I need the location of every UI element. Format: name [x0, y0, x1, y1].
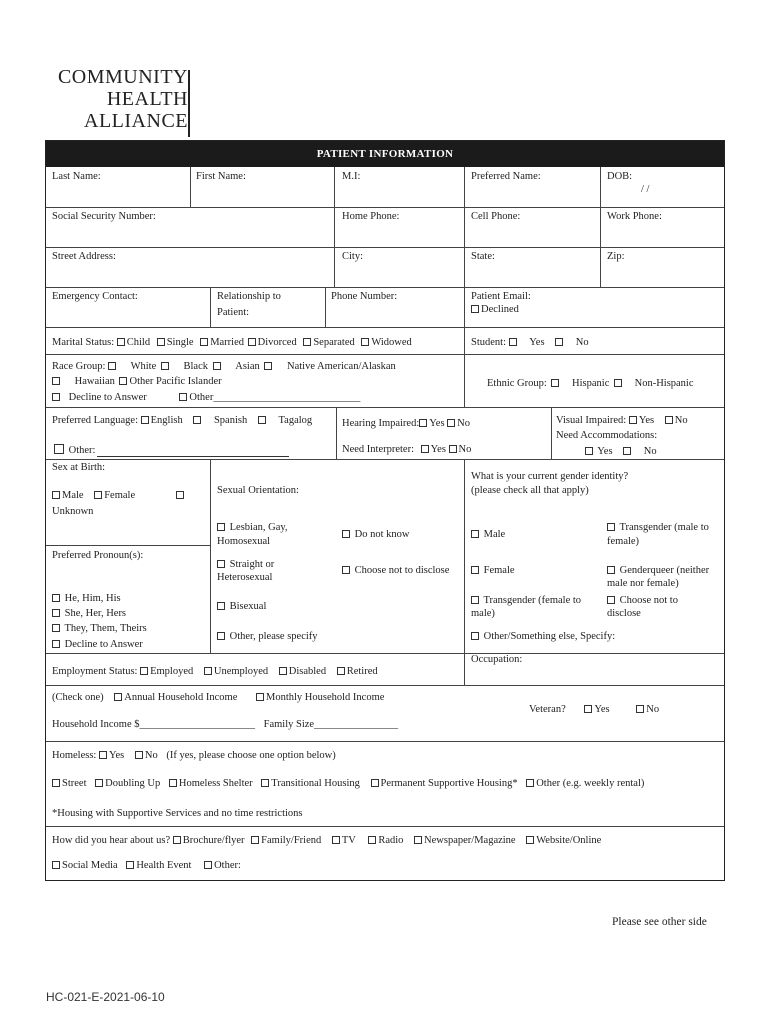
col-divider [334, 167, 335, 287]
emergency-contact-label: Emergency Contact: [52, 291, 138, 302]
student-label: Student: [471, 337, 507, 348]
employed-option: Employed [150, 666, 194, 677]
col-divider [464, 167, 465, 354]
housing-permanent-option: Permanent Supportive Housing* [380, 778, 518, 789]
race-other-line[interactable]: ____________________________ [213, 392, 361, 403]
cell-phone-label: Cell Phone: [471, 211, 521, 222]
retired-option: Retired [346, 666, 378, 677]
checkbox-icon[interactable] [337, 667, 345, 675]
visual-no-option: No [674, 415, 688, 426]
relationship-label-2: Patient: [217, 307, 250, 318]
ethnic-group-label: Ethnic Group: [487, 378, 547, 389]
form-code: HC-021-E-2021-06-10 [46, 990, 165, 1004]
logo-line-2: HEALTH [106, 88, 188, 110]
row-divider [46, 247, 724, 248]
dont-know-label: Do not know [354, 529, 410, 540]
dob-field[interactable]: / / [641, 184, 650, 195]
logo-line-3: ALLIANCE [84, 110, 188, 132]
checkbox-icon[interactable] [584, 705, 592, 713]
employment-label: Employment Status: [52, 666, 138, 677]
preferred-name-label: Preferred Name: [471, 171, 541, 182]
veteran-group [529, 703, 659, 716]
veteran-yes-option: Yes [594, 704, 610, 715]
checkbox-icon[interactable] [607, 566, 615, 574]
sex-female-option: Female [104, 490, 136, 501]
patient-email-label: Patient Email: [471, 291, 531, 302]
family-friend-option: Family/Friend [261, 835, 322, 846]
queer-label-2: male nor female) [607, 578, 679, 589]
checkbox-icon[interactable] [471, 596, 479, 604]
native-american-option: Native American/Alaskan [287, 361, 396, 372]
single-option: Single [166, 337, 194, 348]
interpreter-no-option: No [458, 444, 472, 455]
veteran-label: Veteran? [529, 704, 566, 715]
accommodations-label: Need Accommodations: [556, 430, 658, 441]
checkbox-icon[interactable] [623, 447, 631, 455]
checkbox-icon[interactable] [555, 338, 563, 346]
newspaper-option: Newspaper/Magazine [424, 835, 516, 846]
logo-line-1: COMMUNITY [57, 66, 188, 88]
homeless-yes-option: Yes [108, 750, 125, 761]
homeless-no-option: No [144, 750, 158, 761]
gender-question-1: What is your current gender identity? [471, 471, 629, 482]
divorced-option: Divorced [257, 337, 297, 348]
pronoun-she-label: She, Her, Hers [64, 608, 127, 619]
checkbox-icon[interactable] [193, 416, 201, 424]
student-group [471, 336, 589, 349]
checkbox-icon[interactable] [471, 632, 479, 640]
gender-question-2: (please check all that apply) [471, 485, 589, 496]
checkbox-icon[interactable] [607, 523, 615, 531]
col-divider [551, 407, 552, 459]
orientation-other [217, 630, 318, 643]
checkbox-icon[interactable] [52, 594, 60, 602]
interpreter-yes-option: Yes [430, 444, 446, 455]
hearing-impaired-group [342, 417, 470, 430]
checkbox-icon[interactable] [303, 338, 311, 346]
tagalog-option: Tagalog [278, 415, 313, 426]
pronoun-she [52, 607, 126, 620]
first-name-label: First Name: [196, 171, 246, 182]
checkbox-icon[interactable] [629, 416, 637, 424]
housing-doubling-option: Doubling Up [105, 778, 161, 789]
accommodations-yes-option: Yes [597, 446, 613, 457]
gender-female [471, 564, 515, 577]
bisexual-label: Bisexual [229, 601, 267, 612]
pronoun-decline [52, 638, 143, 651]
visual-impaired-group [556, 414, 688, 427]
language-other [54, 444, 289, 457]
separated-option: Separated [313, 337, 355, 348]
checkbox-icon[interactable] [52, 377, 60, 385]
checkbox-icon[interactable] [419, 419, 427, 427]
checkbox-icon[interactable] [157, 338, 165, 346]
checkbox-icon[interactable] [264, 362, 272, 370]
declined-label: Declined [481, 304, 519, 315]
row-divider [46, 826, 724, 827]
pronoun-he [52, 592, 121, 605]
hearing-impaired-label: Hearing Impaired: [342, 418, 420, 429]
row-divider [46, 407, 724, 408]
white-option: White [130, 361, 157, 372]
brochure-option: Brochure/flyer [182, 835, 245, 846]
pacific-islander-option: Other Pacific Islander [129, 376, 222, 387]
hearing-yes-option: Yes [429, 418, 445, 429]
checkbox-icon[interactable] [213, 362, 221, 370]
row-divider [46, 327, 724, 328]
checkbox-icon[interactable] [526, 836, 534, 844]
col-divider [190, 167, 191, 207]
trans-fm-label-2: male) [471, 608, 495, 619]
checkbox-icon[interactable] [52, 393, 60, 401]
checkbox-icon[interactable] [179, 393, 187, 401]
relationship-label-1: Relationship to [217, 291, 281, 302]
social-media-option: Social Media [62, 860, 118, 871]
household-income-label: Household Income $ [52, 719, 140, 730]
housing-options [52, 777, 644, 790]
orientation-choose-not [342, 564, 449, 577]
marital-status-group [52, 336, 412, 349]
checkbox-icon[interactable] [551, 379, 559, 387]
checkbox-icon[interactable] [52, 624, 60, 632]
referral-question: How did you hear about us? [52, 835, 171, 846]
checkbox-icon[interactable] [471, 305, 479, 313]
dob-label: DOB: [607, 171, 633, 182]
form-header: PATIENT INFORMATION [46, 141, 724, 167]
checkbox-icon[interactable] [52, 779, 60, 787]
unemployed-option: Unemployed [213, 666, 269, 677]
checkbox-icon[interactable] [176, 491, 184, 499]
checkbox-icon[interactable] [173, 836, 181, 844]
marital-status-label: Marital Status: [52, 337, 115, 348]
pronoun-they [52, 622, 147, 635]
interpreter-label: Need Interpreter: [342, 444, 414, 455]
checkbox-icon[interactable] [52, 640, 60, 648]
lesbian-label-2: Homosexual [217, 536, 271, 547]
see-other-side-note: Please see other side [612, 916, 707, 928]
trans-fm-label-1: Transgender (female to [483, 595, 582, 606]
checkbox-icon[interactable] [421, 445, 429, 453]
checkbox-icon[interactable] [279, 667, 287, 675]
checkbox-icon[interactable] [54, 444, 64, 454]
gender-other-label: Other/Something else, Specify: [483, 631, 616, 642]
checkbox-icon[interactable] [200, 338, 208, 346]
row-divider [46, 653, 724, 654]
language-other-field[interactable] [97, 456, 289, 457]
straight-label-1: Straight or [229, 559, 275, 570]
family-size-label: Family Size [263, 719, 315, 730]
child-option: Child [126, 337, 151, 348]
annual-income-option: Annual Household Income [124, 692, 238, 703]
gender-trans-fm [471, 594, 581, 607]
checkbox-icon[interactable] [126, 861, 134, 869]
zip-label: Zip: [607, 251, 625, 262]
checkbox-icon[interactable] [161, 362, 169, 370]
household-income-field[interactable]: ______________________ [139, 719, 255, 730]
checkbox-icon[interactable] [471, 566, 479, 574]
col-divider [600, 167, 601, 287]
ssn-label: Social Security Number: [52, 211, 156, 222]
race-group-label: Race Group: [52, 361, 106, 372]
visual-yes-option: Yes [638, 415, 655, 426]
black-option: Black [183, 361, 209, 372]
race-other-option: Other [189, 392, 214, 403]
accommodations-no-option: No [643, 446, 657, 457]
student-no-option: No [575, 337, 589, 348]
gender-queer [607, 564, 709, 577]
street-address-label: Street Address: [52, 251, 116, 262]
housing-shelter-option: Homeless Shelter [178, 778, 253, 789]
accommodations-group [585, 445, 657, 458]
housing-transitional-option: Transitional Housing [271, 778, 360, 789]
col-divider [325, 287, 326, 327]
english-option: English [150, 415, 183, 426]
checkbox-icon[interactable] [217, 523, 225, 531]
logo-divider [188, 70, 190, 137]
checkbox-icon[interactable] [204, 667, 212, 675]
checkbox-icon[interactable] [332, 836, 340, 844]
checkbox-icon[interactable] [361, 338, 369, 346]
checkbox-icon[interactable] [449, 445, 457, 453]
row-divider [46, 207, 724, 208]
straight-label-2: Heterosexual [217, 572, 273, 583]
checkbox-icon[interactable] [217, 632, 225, 640]
checkbox-icon[interactable] [114, 693, 122, 701]
orientation-other-label: Other, please specify [229, 631, 318, 642]
referral-group-line-1 [52, 834, 601, 847]
row-divider [46, 354, 724, 355]
checkbox-icon[interactable] [526, 779, 534, 787]
asian-option: Asian [235, 361, 260, 372]
visual-impaired-label: Visual Impaired: [556, 415, 627, 426]
checkbox-icon[interactable] [117, 338, 125, 346]
non-hispanic-option: Non-Hispanic [634, 378, 694, 389]
row-divider [46, 287, 724, 288]
email-declined-option[interactable] [471, 303, 519, 316]
gender-choose-label-1: Choose not to [619, 595, 678, 606]
health-event-option: Health Event [136, 860, 192, 871]
married-option: Married [210, 337, 245, 348]
student-yes-option: Yes [529, 337, 545, 348]
language-other-label: Other: [68, 445, 96, 456]
checkbox-icon[interactable] [135, 751, 143, 759]
row-divider [46, 685, 724, 686]
employment-group [52, 665, 378, 678]
sex-male-option: Male [62, 490, 84, 501]
interpreter-group [342, 443, 471, 456]
queer-label-1: Genderqueer (neither [619, 565, 710, 576]
row-divider [46, 545, 210, 546]
organization-logo [52, 66, 188, 132]
pronoun-they-label: They, Them, Theirs [64, 623, 147, 634]
race-decline-option: Decline to Answer [68, 392, 147, 403]
housing-other-option: Other (e.g. weekly rental) [536, 778, 645, 789]
referral-group-line-2 [52, 859, 241, 872]
checkbox-icon[interactable] [52, 609, 60, 617]
checkbox-icon[interactable] [99, 751, 107, 759]
pronouns-label: Preferred Pronoun(s): [52, 550, 144, 561]
col-divider [210, 287, 211, 327]
checkbox-icon[interactable] [251, 836, 259, 844]
gender-male-label: Male [483, 529, 506, 540]
checkbox-icon[interactable] [217, 602, 225, 610]
row-divider [46, 741, 724, 742]
race-group-line-1 [52, 360, 396, 373]
work-phone-label: Work Phone: [607, 211, 662, 222]
disabled-option: Disabled [288, 666, 327, 677]
checkbox-icon[interactable] [52, 491, 60, 499]
col-divider [336, 407, 337, 459]
row-divider [46, 459, 724, 460]
checkbox-icon[interactable] [636, 705, 644, 713]
checkbox-icon[interactable] [140, 667, 148, 675]
checkbox-icon[interactable] [342, 566, 350, 574]
gender-female-label: Female [483, 565, 515, 576]
pronoun-decline-label: Decline to Answer [64, 639, 143, 650]
referral-other-option: Other: [214, 860, 241, 871]
sex-at-birth-options [52, 489, 186, 502]
homeless-group [52, 749, 336, 762]
trans-mf-label-1: Transgender (male to [619, 522, 709, 533]
gender-choose-not [607, 594, 678, 607]
checkbox-icon[interactable] [248, 338, 256, 346]
checkbox-icon[interactable] [204, 861, 212, 869]
city-label: City: [342, 251, 364, 262]
checkbox-icon[interactable] [258, 416, 266, 424]
housing-note: *Housing with Supportive Services and no time restrictions [52, 808, 303, 819]
sex-unknown-option: Unknown [52, 506, 94, 517]
homeless-instructions: (If yes, please choose one option below) [166, 750, 336, 761]
checkbox-icon[interactable] [261, 779, 269, 787]
checkbox-icon[interactable] [447, 419, 455, 427]
checkbox-icon[interactable] [119, 377, 127, 385]
checkbox-icon[interactable] [585, 447, 593, 455]
patient-information-form [45, 140, 725, 881]
monthly-income-option: Monthly Household Income [266, 692, 385, 703]
language-group [52, 414, 312, 427]
ethnic-group [487, 377, 694, 390]
hearing-no-option: No [457, 418, 471, 429]
sex-at-birth-label: Sex at Birth: [52, 462, 106, 473]
income-fields [52, 718, 398, 731]
radio-option: Radio [378, 835, 404, 846]
language-label: Preferred Language: [52, 415, 138, 426]
checkbox-icon[interactable] [607, 596, 615, 604]
gender-other [471, 630, 615, 643]
col-divider [464, 354, 465, 407]
income-type-group [52, 691, 384, 704]
check-one-label: (Check one) [52, 692, 104, 703]
checkbox-icon[interactable] [94, 491, 102, 499]
checkbox-icon[interactable] [141, 416, 149, 424]
state-label: State: [471, 251, 495, 262]
col-divider [210, 459, 211, 653]
col-divider [464, 459, 465, 685]
widowed-option: Widowed [371, 337, 412, 348]
middle-initial-label: M.I: [342, 171, 361, 182]
checkbox-icon[interactable] [342, 530, 350, 538]
checkbox-icon[interactable] [665, 416, 673, 424]
checkbox-icon[interactable] [169, 779, 177, 787]
website-option: Website/Online [536, 835, 602, 846]
checkbox-icon[interactable] [52, 861, 60, 869]
race-group-line-2 [52, 375, 222, 388]
orientation-lesbian [217, 521, 288, 534]
checkbox-icon[interactable] [256, 693, 264, 701]
spanish-option: Spanish [213, 415, 248, 426]
trans-mf-label-2: female) [607, 536, 640, 547]
checkbox-icon[interactable] [471, 530, 479, 538]
housing-street-option: Street [62, 778, 87, 789]
checkbox-icon[interactable] [509, 338, 517, 346]
race-group-line-3 [52, 391, 360, 404]
occupation-label: Occupation: [471, 654, 523, 665]
orientation-bisexual [217, 600, 266, 613]
checkbox-icon[interactable] [368, 836, 376, 844]
gender-male [471, 528, 505, 541]
gender-trans-mf [607, 521, 709, 534]
checkbox-icon[interactable] [371, 779, 379, 787]
home-phone-label: Home Phone: [342, 211, 400, 222]
orientation-label: Sexual Orientation: [217, 485, 299, 496]
orientation-straight [217, 558, 274, 571]
checkbox-icon[interactable] [217, 560, 225, 568]
family-size-field[interactable]: ________________ [314, 719, 399, 730]
gender-choose-label-2: disclose [607, 608, 641, 619]
checkbox-icon[interactable] [614, 379, 622, 387]
last-name-label: Last Name: [52, 171, 101, 182]
veteran-no-option: No [646, 704, 660, 715]
lesbian-label-1: Lesbian, Gay, [229, 522, 288, 533]
phone-number-label: Phone Number: [331, 291, 398, 302]
checkbox-icon[interactable] [95, 779, 103, 787]
checkbox-icon[interactable] [414, 836, 422, 844]
orientation-dont-know [342, 528, 409, 541]
homeless-label: Homeless: [52, 750, 97, 761]
checkbox-icon[interactable] [108, 362, 116, 370]
choose-not-label: Choose not to disclose [354, 565, 450, 576]
hawaiian-option: Hawaiian [74, 376, 115, 387]
tv-option: TV [341, 835, 356, 846]
hispanic-option: Hispanic [572, 378, 610, 389]
pronoun-he-label: He, Him, His [64, 593, 121, 604]
